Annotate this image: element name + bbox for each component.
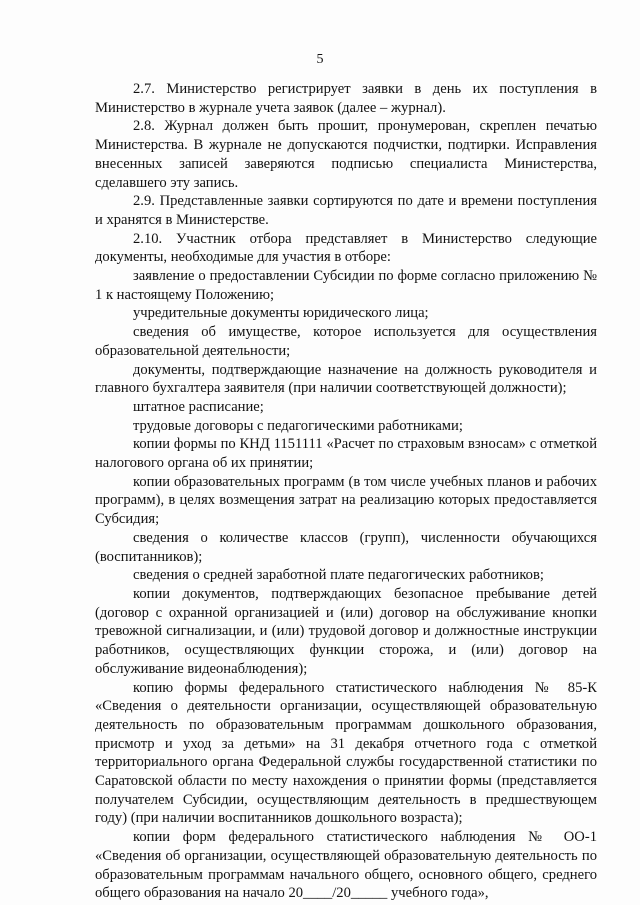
- list-item-labor-contracts: трудовые договоры с педагогическими работниками;: [133, 417, 463, 434]
- page-number: 5: [316, 52, 324, 67]
- list-item-property-info: сведения об имуществе, которое используется для осуществления образовательной деятельности;: [95, 324, 597, 359]
- paragraph-2-9: 2.9. Представленные заявки сортируются по дате и времени поступления и хранятся в Министерстве.: [95, 193, 597, 228]
- list-item-educational-programs: копии образовательных программ (в том числе учебных планов и рабочих программ), в целях возмещения затрат на реализацию которых предоставляется Субсидия;: [95, 473, 597, 528]
- paragraph-2-10: 2.10. Участник отбора представляет в Министерство следующие документы, необходимые для участия в отборе:: [95, 230, 597, 266]
- list-item-staff-schedule: штатное расписание;: [133, 398, 264, 415]
- list-item-safety-documents: копии документов, подтверждающих безопасное пребывание детей (договор с охранной организацией и (или) договор на обслуживание кнопки тревожной сигнализации, и (или) трудовой договор и должностные инструкции работников, осуществляющих функции сторожа, и (или) договор на обслуживание видеонаблюдения);: [95, 585, 597, 677]
- list-item-appointment-documents: документы, подтверждающие назначение на должность руководителя и главного бухгалтера заявителя (при наличии соответствующей должности);: [95, 361, 597, 397]
- list-item-form-85k: копию формы федерального статистического наблюдения № 85-К «Сведения о деятельности организации, осуществляющей образовательную деятельность по образовательным программам дошкольного образования, присмотр и уход за детьми» на 31 декабря отчетного года с отметкой территориального органа Федеральной службы государственной статистики по Саратовской области по месту нахождения о принятии формы (представляется получателем Субсидии, осуществляющим деятельность в предшествующем году) (при наличии воспитанников дошкольного возраста);: [95, 679, 597, 827]
- paragraph-2-7: 2.7. Министерство регистрирует заявки в день их поступления в Министерство в журнале учета заявок (далее – журнал).: [95, 81, 597, 116]
- list-item-average-salary: сведения о средней заработной плате педагогических работников;: [133, 567, 544, 584]
- list-item-class-count: сведения о количестве классов (групп), численности обучающихся (воспитанников);: [95, 529, 597, 565]
- list-item-application: заявление о предоставлении Субсидии по форме согласно приложению № 1 к настоящему Положению;: [95, 268, 597, 303]
- document-body: [95, 80, 597, 903]
- list-item-founding-documents: учредительные документы юридического лица;: [133, 305, 429, 322]
- list-item-insurance-form: копии формы по КНД 1151111 «Расчет по страховым взносам» с отметкой налогового органа об их принятии;: [95, 436, 597, 472]
- list-item-form-oo1: копии форм федерального статистического наблюдения № ОО-1 «Сведения об организации, осуществляющей образовательную деятельность по образовательным программам начального общего, основного общего, среднего общего образования на начало 20____/20_____ учебного года»,: [95, 829, 597, 902]
- paragraph-2-8: 2.8. Журнал должен быть прошит, пронумерован, скреплен печатью Министерства. В журнале не допускаются подчистки, подтирки. Исправления внесенных записей заверяются подписью специалиста Министерства, сделавшего эту запись.: [95, 118, 597, 191]
